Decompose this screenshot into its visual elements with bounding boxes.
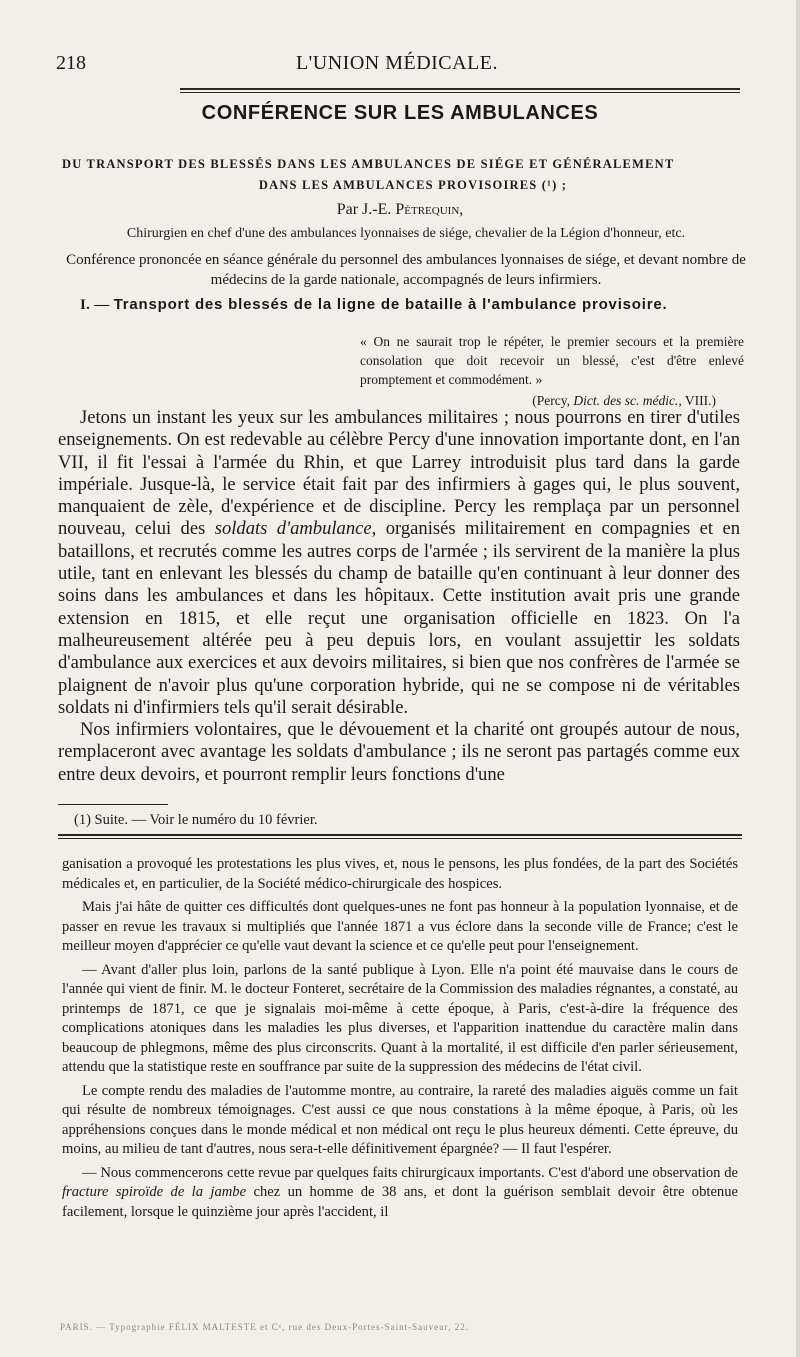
article-body (58, 407, 740, 786)
author-name: Pétrequin, (395, 201, 464, 218)
author-prefix: Par J.-E. (336, 201, 392, 218)
footnote-separator (58, 804, 168, 805)
epigraph-source-suffix: VIII.) (684, 393, 716, 408)
section-divider-thin (58, 838, 742, 839)
body-paragraph: Nos infirmiers volontaires, que le dévouement et la charité ont groupés autour de nous, remplaceront avec avantage les soldats d'ambulance ; ils ne seront pas partagés comme eux entre deux devoirs, et pourront remplir leurs fonctions d'une (58, 719, 740, 785)
author-line (0, 201, 800, 219)
body-paragraph-text: organisés militairement en compagnies et en bataillons, et recrutés comme les autres corps de l'armée ; ils servirent de la manière la plus utile, tant en enlevant les blessés du champ de bataille qu'en continuant à leur donner des soins dans les ambulances et dans les hôpitaux. Cette institution avait pris une grande extension en 1815, et elle reçut une organisation officielle en 1823. On l'a malheureusement altérée peu à peu depuis lors, en voulant assujettir les soldats d'ambulance aux exercices et aux devoirs militaires, si bien que nos confrères de l'armée se plaignent de n'avoir plus qu'une corporation hybride, qui ne se compose ni de véritables soldats ni d'infirmiers tels qu'il serait désirable. (58, 518, 740, 718)
chronicle-paragraph-italic: fracture spiroïde de la jambe (62, 1184, 247, 1200)
article-subtitle (62, 154, 764, 196)
section-title: Transport des blessés de la ligne de bataille à l'ambulance provisoire. (113, 296, 668, 313)
article-title: CONFÉRENCE SUR LES AMBULANCES (201, 102, 599, 124)
epigraph-source-prefix: (Percy, (532, 393, 571, 408)
header-rule-thin (180, 92, 740, 93)
chronicle-paragraph-text: — Nous commencerons cette revue par quelques faits chirurgicaux importants. C'est d'abord une observation de (82, 1164, 738, 1181)
conference-note: Conférence prononcée en séance générale du personnel des ambulances lyonnaises de siége, et devant nombre de médecins de la garde nationale, accompagnés de leurs infirmiers. (66, 252, 746, 288)
header-rule (180, 88, 740, 90)
chronicle-paragraph: Le compte rendu des maladies de l'automme montre, au contraire, la rareté des maladies aiguës comme un fait qui résulte de nombreux témoignages. C'est aussi ce que nous constations à la même époque, à Paris, où les appréhensions conçues dans le monde médical et non médical ont reçu le plus heureux démenti. Cette épreuve, du moins, au milieu de tant d'autres, nous sera-t-elle définitivement épargnée? — Il faut l'espérer. (62, 1082, 738, 1157)
chronicle-paragraph (62, 1164, 738, 1223)
page-header (56, 52, 738, 78)
chronicle-paragraph: Mais j'ai hâte de quitter ces difficultés dont quelques-unes ne font pas honneur à la population lyonnaise, et de passer en revue les travaux si multipliés que l'année 1871 a vus éclore dans la seconde ville de France; c'est le meilleur moyen d'apprécier ce qu'elle vaut devant la science et ce qu'elle peut pour l'enseignement. (62, 899, 738, 954)
epigraph-source-work: Dict. des sc. médic., (573, 393, 682, 408)
body-paragraph (58, 407, 740, 719)
epigraph-quote: « On ne saurait trop le répéter, le premier secours et la première consolation que doit recevoir un blessé, c'est d'être enlevé promptement et commodément. » (360, 334, 744, 387)
chronicle-paragraph: ganisation a provoqué les protestations les plus vives, et, nous le pensons, les plus fondées, de la part des Sociétés médicales et, en particulier, de la Société médico-chirurgicale des hospices. (62, 856, 738, 892)
section-heading (80, 296, 744, 314)
body-paragraph-italic: soldats d'ambulance, (214, 518, 377, 540)
running-title: L'UNION MÉDICALE. (295, 52, 499, 74)
chronicle-paragraph-text: chez un homme de 38 ans, et dont la guérison semblait devoir être obtenue facilement, lorsque le quinzième jour après l'accident, il (62, 1184, 739, 1220)
subtitle-line-2: DANS LES AMBULANCES PROVISOIRES (¹) ; (258, 178, 568, 192)
section-number: I. — (80, 297, 110, 313)
page-edge (796, 0, 800, 1357)
page-number: 218 (56, 52, 86, 74)
chronicle-body (62, 855, 738, 1222)
epigraph (360, 332, 744, 410)
footnote: (1) Suite. — Voir le numéro du 10 février. (74, 812, 318, 828)
chronicle-paragraph: — Avant d'aller plus loin, parlons de la santé publique à Lyon. Elle n'a point été mauvaise dans le cours de l'année qui vient de finir. M. le docteur Fonteret, secrétaire de la Commission des maladies régnantes, a constaté, au printemps de 1871, ce que je signalais moi-même à cette époque, à Paris, c'est-à-dire la fréquence des complications atoniques dans les maladies les plus diverses, et l'apparition inattendue du caractère malin dans beaucoup de phlegmons, même des plus circonscrits. Quant à la mortalité, il est difficile d'en parler sérieusement, attendu que la statistique reste en souffrance par suite de la suppression des médecins de l'état civil. (62, 961, 738, 1075)
body-paragraph-text: Jetons un instant les yeux sur les ambulances militaires ; nous pourrons en tirer d'utiles enseignements. On est redevable au célèbre Percy d'une innovation importante dont, en l'an VII, il fit l'essai à l'armée du Rhin, et que Larrey introduisit plus tard dans la garde impériale. Jusque-là, le service était fait par des infirmiers à gages qui, le plus souvent, manquaient de zèle, d'expérience et de discipline. Percy les remplaça par un personnel nouveau, celui des (58, 407, 740, 540)
subtitle-line-1: DU TRANSPORT DES BLESSÉS DANS LES AMBULANCES DE SIÉGE ET GÉNÉRALEMENT (62, 157, 675, 171)
printer-imprint: PARIS. — Typographie FÉLIX MALTESTE et Cᵉ, rue des Deux-Portes-Saint-Sauveur, 22. (60, 1322, 469, 1332)
author-affiliation: Chirurgien en chef d'une des ambulances lyonnaises de siége, chevalier de la Légion d'honneur, etc. (126, 226, 686, 241)
section-divider (58, 834, 742, 836)
